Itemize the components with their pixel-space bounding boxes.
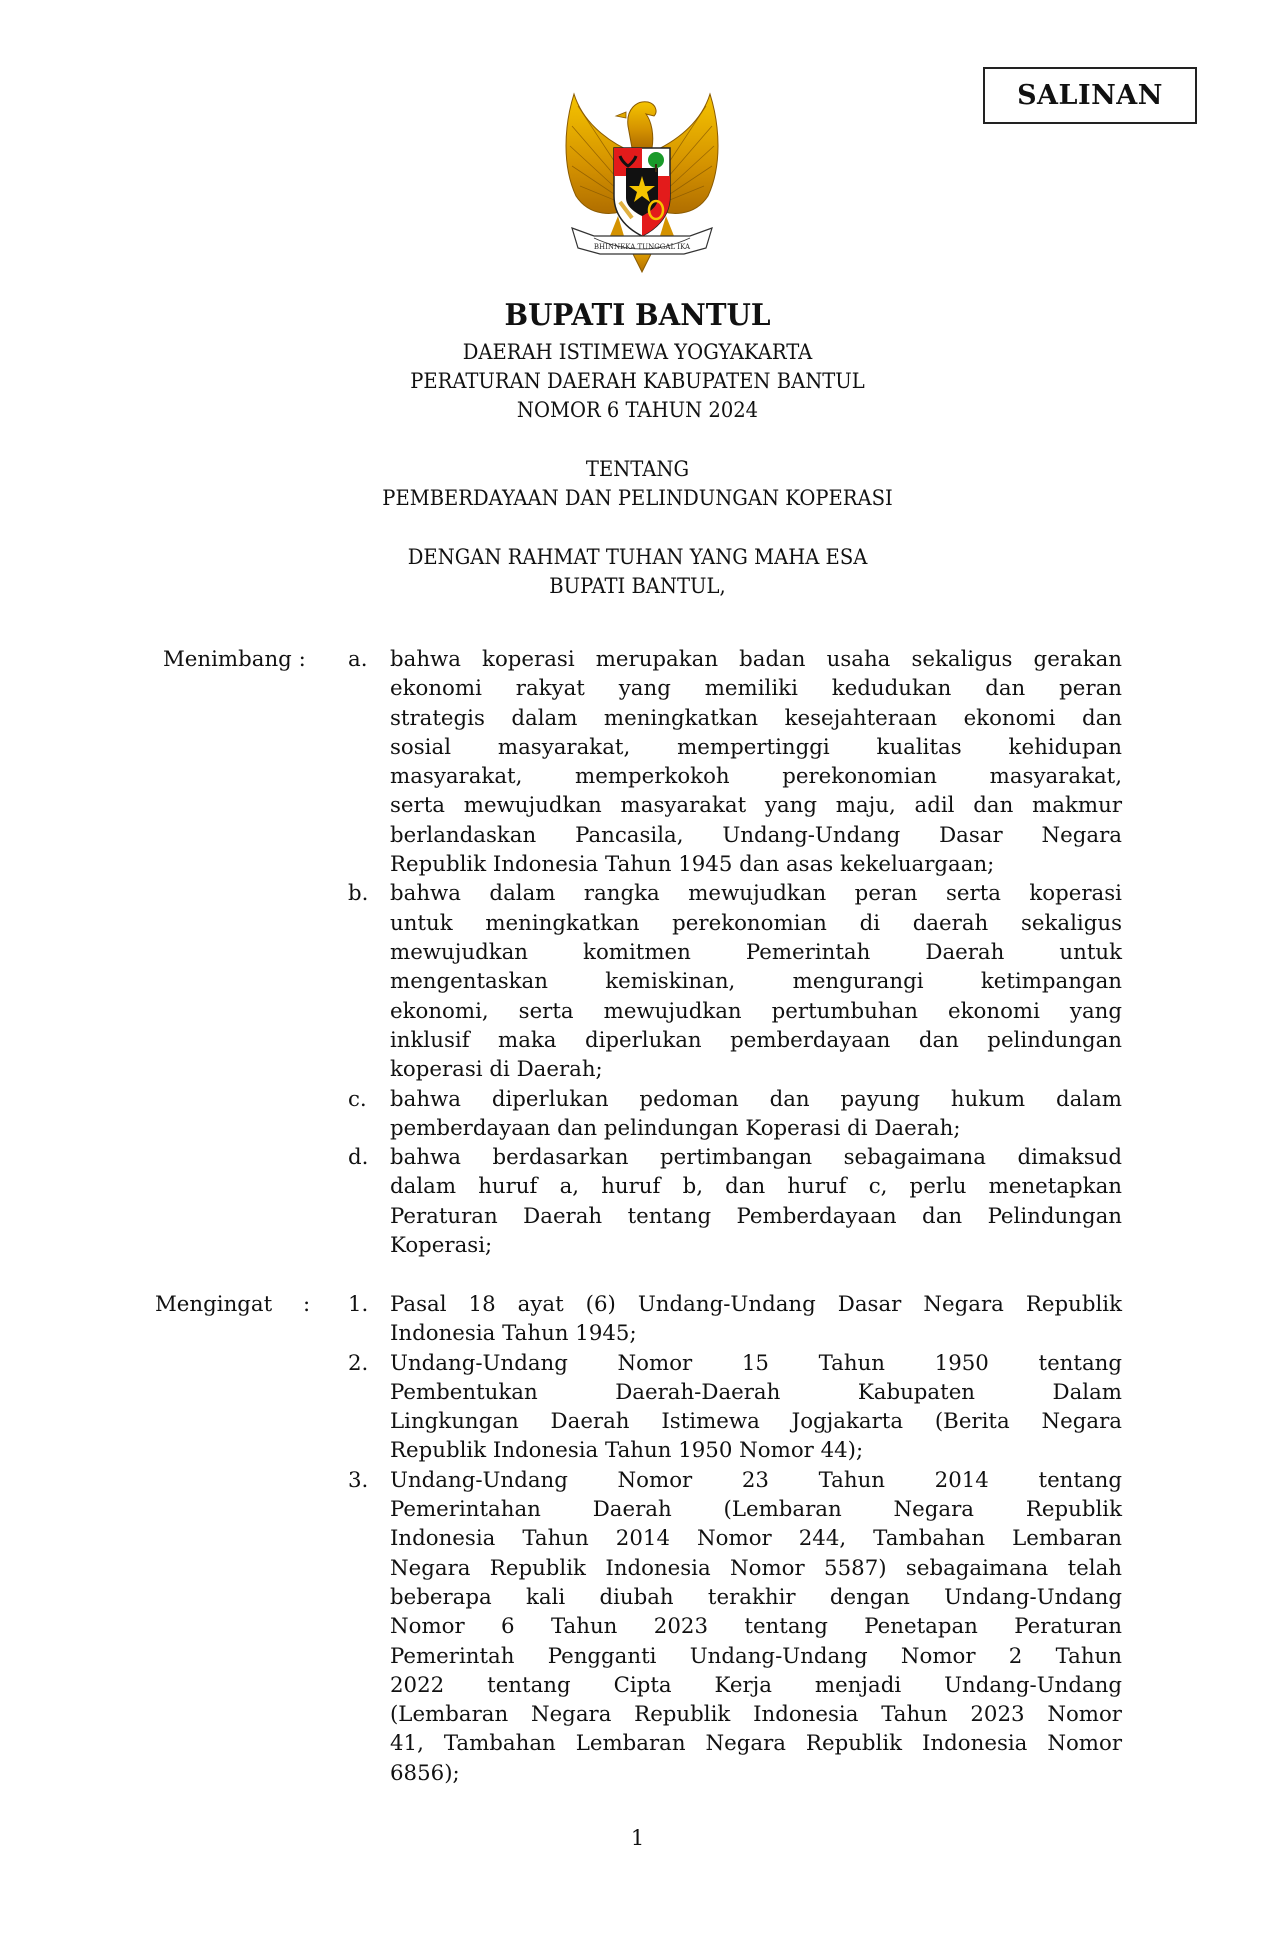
text-line: ekonomi rakyat yang memiliki kedudukan dan peran bbox=[390, 676, 1122, 702]
header-regulation: PERATURAN DAERAH KABUPATEN BANTUL bbox=[410, 369, 865, 393]
header-signatory: BUPATI BANTUL, bbox=[549, 574, 726, 598]
emblem-motto: BHINNEKA TUNGGAL IKA bbox=[593, 243, 691, 251]
salinan-stamp bbox=[983, 67, 1197, 124]
menimbang-item-text bbox=[390, 879, 1122, 1084]
mengingat-item-text bbox=[390, 1466, 1122, 1788]
text-line: dalam huruf a, huruf b, dan huruf c, perlu menetapkan bbox=[390, 1174, 1122, 1200]
mengingat-item-marker: 2. bbox=[348, 1350, 369, 1376]
text-line: Indonesia Tahun 1945; bbox=[390, 1321, 637, 1347]
document-title: BUPATI BANTUL bbox=[504, 298, 771, 333]
mengingat-colon: : bbox=[303, 1292, 311, 1317]
mengingat-item-text bbox=[390, 1349, 1122, 1466]
mengingat-label: Mengingat bbox=[155, 1292, 273, 1317]
text-line: beberapa kali diubah terakhir dengan Undang-Undang bbox=[390, 1584, 1122, 1610]
text-line: untuk meningkatkan perekonomian di daerah sekaligus bbox=[390, 910, 1122, 936]
text-line: pemberdayaan dan pelindungan Koperasi di Daerah; bbox=[390, 1115, 961, 1141]
text-line: Peraturan Daerah tentang Pemberdayaan dan Pelindungan bbox=[390, 1203, 1122, 1229]
menimbang-item-text bbox=[390, 1143, 1122, 1260]
menimbang-item-marker: b. bbox=[348, 881, 369, 907]
menimbang-item-marker: c. bbox=[348, 1086, 367, 1112]
text-line: Pemerintah Pengganti Undang-Undang Nomor 2 Tahun bbox=[390, 1643, 1122, 1669]
header-tentang: TENTANG bbox=[585, 457, 690, 481]
text-line: koperasi di Daerah; bbox=[390, 1057, 603, 1083]
text-line: Lingkungan Daerah Istimewa Jogjakarta (Berita Negara bbox=[390, 1409, 1122, 1435]
text-line: Indonesia Tahun 2014 Nomor 244, Tambahan Lembaran bbox=[390, 1526, 1122, 1552]
text-line: mewujudkan komitmen Pemerintah Daerah untuk bbox=[390, 939, 1122, 965]
text-line: Pasal 18 ayat (6) Undang-Undang Dasar Negara Republik bbox=[390, 1292, 1122, 1317]
text-line: masyarakat, memperkokoh perekonomian masyarakat, bbox=[390, 764, 1122, 790]
text-line: Republik Indonesia Tahun 1950 Nomor 44); bbox=[390, 1438, 864, 1464]
header-subject: PEMBERDAYAAN DAN PELINDUNGAN KOPERASI bbox=[382, 486, 893, 510]
text-line: sosial masyarakat, mempertinggi kualitas kehidupan bbox=[390, 734, 1122, 760]
mengingat-item-text bbox=[390, 1290, 1122, 1349]
text-line: Koperasi; bbox=[390, 1232, 493, 1258]
text-line: bahwa dalam rangka mewujudkan peran serta koperasi bbox=[390, 881, 1122, 907]
page-number: 1 bbox=[630, 1826, 645, 1850]
text-line: (Lembaran Negara Republik Indonesia Tahun 2023 Nomor bbox=[390, 1702, 1122, 1728]
text-line: 41, Tambahan Lembaran Negara Republik Indonesia Nomor bbox=[390, 1731, 1122, 1757]
menimbang-item-text bbox=[390, 1085, 1122, 1144]
menimbang-item-marker: d. bbox=[348, 1145, 369, 1171]
mengingat-item-marker: 3. bbox=[348, 1467, 369, 1493]
text-line: bahwa diperlukan pedoman dan payung hukum dalam bbox=[390, 1086, 1122, 1112]
text-line: Undang-Undang Nomor 15 Tahun 1950 tentang bbox=[390, 1350, 1122, 1376]
stamp-label: SALINAN bbox=[1017, 80, 1163, 111]
garuda-emblem-icon bbox=[554, 86, 730, 274]
text-line: serta mewujudkan masyarakat yang maju, adil dan makmur bbox=[390, 793, 1122, 819]
text-line: Republik Indonesia Tahun 1945 dan asas kekeluargaan; bbox=[390, 852, 995, 878]
text-line: ekonomi, serta mewujudkan pertumbuhan ekonomi yang bbox=[390, 998, 1122, 1024]
header-invocation: DENGAN RAHMAT TUHAN YANG MAHA ESA bbox=[407, 545, 868, 569]
text-line: Nomor 6 Tahun 2023 tentang Penetapan Peraturan bbox=[390, 1614, 1122, 1640]
menimbang-item-text bbox=[390, 645, 1122, 879]
header-province: DAERAH ISTIMEWA YOGYAKARTA bbox=[462, 340, 813, 364]
text-line: 6856); bbox=[390, 1760, 460, 1786]
text-line: Pembentukan Daerah-Daerah Kabupaten Dalam bbox=[390, 1379, 1122, 1405]
text-line: bahwa koperasi merupakan badan usaha sekaligus gerakan bbox=[390, 647, 1122, 672]
header-number: NOMOR 6 TAHUN 2024 bbox=[516, 398, 759, 422]
text-line: bahwa berdasarkan pertimbangan sebagaimana dimaksud bbox=[390, 1145, 1122, 1171]
menimbang-label: Menimbang : bbox=[163, 647, 306, 672]
text-line: mengentaskan kemiskinan, mengurangi ketimpangan bbox=[390, 969, 1122, 995]
text-line: berlandaskan Pancasila, Undang-Undang Dasar Negara bbox=[390, 822, 1122, 848]
text-line: Pemerintahan Daerah (Lembaran Negara Republik bbox=[390, 1497, 1122, 1523]
text-line: Negara Republik Indonesia Nomor 5587) sebagaimana telah bbox=[390, 1555, 1122, 1581]
menimbang-item-marker: a. bbox=[348, 647, 368, 672]
text-line: strategis dalam meningkatkan kesejahteraan ekonomi dan bbox=[390, 705, 1122, 731]
text-line: 2022 tentang Cipta Kerja menjadi Undang-Undang bbox=[390, 1672, 1122, 1698]
text-line: inklusif maka diperlukan pemberdayaan dan pelindungan bbox=[390, 1027, 1122, 1053]
text-line: Undang-Undang Nomor 23 Tahun 2014 tentang bbox=[390, 1467, 1122, 1493]
mengingat-item-marker: 1. bbox=[348, 1292, 369, 1317]
